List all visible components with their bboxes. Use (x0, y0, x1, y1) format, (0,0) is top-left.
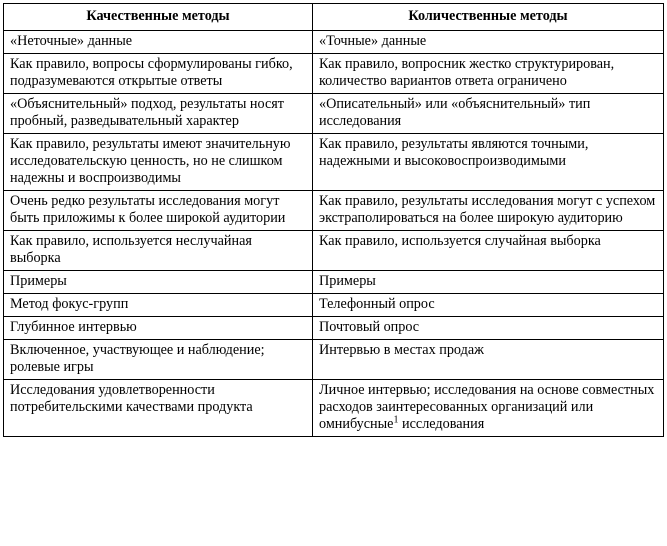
qualitative-cell: «Неточные» данные (4, 31, 313, 54)
table-row (4, 271, 664, 294)
table-row (4, 191, 664, 231)
table-row (4, 31, 664, 54)
table-row (4, 380, 664, 437)
qualitative-cell: Включенное, участвующее и наблюдение; ролевые игры (4, 340, 313, 380)
table-row (4, 317, 664, 340)
quantitative-cell: Как правило, вопросник жестко структурирован, количество вариантов ответа ограничено (313, 54, 664, 94)
quantitative-cell (313, 380, 664, 437)
qualitative-cell: Исследования удовлетворенности потребительскими качествами продукта (4, 380, 313, 437)
quantitative-text-end: исследования (398, 416, 485, 432)
quantitative-cell: Как правило, используется случайная выборка (313, 231, 664, 271)
qualitative-cell: Как правило, результаты имеют значительную исследовательскую ценность, но не слишком надежны и воспроизводимы (4, 134, 313, 191)
table-row (4, 134, 664, 191)
quantitative-cell: Примеры (313, 271, 664, 294)
quantitative-cell: «Точные» данные (313, 31, 664, 54)
quantitative-text: Личное интервью; исследования на основе совместных расходов заинтересованных организаций или омнибусные (319, 382, 655, 432)
quantitative-cell: Как правило, результаты являются точными, надежными и высоковоспроизводимыми (313, 134, 664, 191)
table-row (4, 54, 664, 94)
table-row (4, 294, 664, 317)
quantitative-cell: Интервью в местах продаж (313, 340, 664, 380)
qualitative-cell: Примеры (4, 271, 313, 294)
header-row (4, 4, 664, 31)
quantitative-cell: Почтовый опрос (313, 317, 664, 340)
quantitative-cell: Как правило, результаты исследования могут с успехом экстраполироваться на более широкую аудиторию (313, 191, 664, 231)
quantitative-cell: «Описательный» или «объяснительный» тип исследования (313, 94, 664, 134)
header-quantitative: Количественные методы (313, 4, 664, 31)
table-row (4, 340, 664, 380)
table-row (4, 231, 664, 271)
quantitative-cell: Телефонный опрос (313, 294, 664, 317)
header-qualitative: Качественные методы (4, 4, 313, 31)
methods-comparison-table (3, 3, 664, 437)
qualitative-cell: Как правило, вопросы сформулированы гибко, подразумеваются открытые ответы (4, 54, 313, 94)
qualitative-cell: «Объяснительный» подход, результаты носят пробный, разведывательный характер (4, 94, 313, 134)
qualitative-cell: Метод фокус-групп (4, 294, 313, 317)
table-row (4, 94, 664, 134)
footnote-marker: 1 (393, 414, 399, 426)
qualitative-cell: Очень редко результаты исследования могут быть приложимы к более широкой аудитории (4, 191, 313, 231)
qualitative-cell: Как правило, используется неслучайная выборка (4, 231, 313, 271)
qualitative-cell: Глубинное интервью (4, 317, 313, 340)
